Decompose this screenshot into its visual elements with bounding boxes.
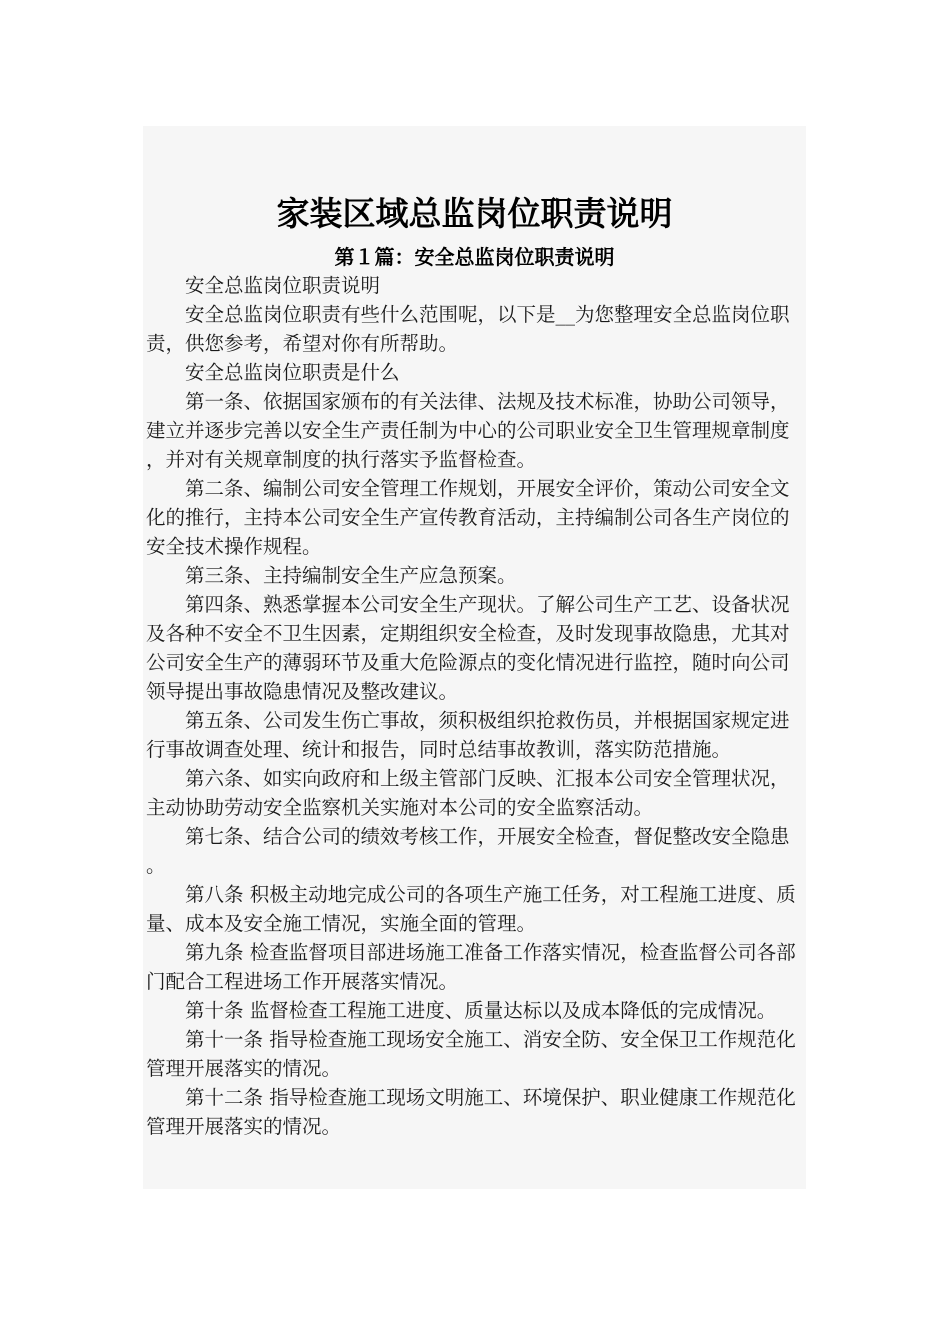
- document-title: 家装区域总监岗位职责说明: [276, 194, 673, 233]
- paragraph-article-5: 第五条、公司发生伤亡事故，须积极组织抢救伤员，并根据国家规定进行事故调查处理、统计和报告，同时总结事故教训，落实防范措施。: [146, 709, 790, 761]
- paragraph-article-9: 第九条 检查监督项目部进场施工准备工作落实情况，检查监督公司各部门配合工程进场工作开展落实情况。: [146, 941, 796, 993]
- paragraph-article-4: 第四条、熟悉掌握本公司安全生产现状。了解公司生产工艺、设备状况及各种不安全不卫生因素，定期组织安全检查，及时发现事故隐患，尤其对公司安全生产的薄弱环节及重大危险源点的变化情况进行监控，随时向公司领导提出事故隐患情况及整改建议。: [146, 593, 790, 703]
- paragraph-intro: 安全总监岗位职责有些什么范围呢，以下是__为您整理安全总监岗位职责，供您参考，希望对你有所帮助。: [146, 303, 790, 355]
- paragraph-article-8: 第八条 积极主动地完成公司的各项生产施工任务，对工程施工进度、质量、成本及安全施工情况，实施全面的管理。: [146, 883, 796, 935]
- section-heading: 第１篇：安全总监岗位职责说明: [334, 245, 615, 269]
- paragraph-question: 安全总监岗位职责是什么: [185, 361, 400, 384]
- paragraph-article-7: 第七条、结合公司的绩效考核工作，开展安全检查，督促整改安全隐患。: [146, 825, 790, 877]
- paragraph-article-2: 第二条、编制公司安全管理工作规划，开展安全评价，策动公司安全文化的推行，主持本公司安全生产宣传教育活动，主持编制公司各生产岗位的安全技术操作规程。: [146, 477, 790, 558]
- document-body: [146, 271, 806, 1141]
- paragraph-article-11: 第十一条 指导检查施工现场安全施工、消安全防、安全保卫工作规范化管理开展落实的情况。: [146, 1028, 796, 1080]
- paragraph-article-1: 第一条、依据国家颁布的有关法律、法规及技术标准，协助公司领导，建立并逐步完善以安全生产责任制为中心的公司职业安全卫生管理规章制度，并对有关规章制度的执行落实予监督检查。: [146, 390, 790, 471]
- paragraph-subtitle: 安全总监岗位职责说明: [185, 274, 381, 297]
- paragraph-article-12: 第十二条 指导检查施工现场文明施工、环境保护、职业健康工作规范化管理开展落实的情况。: [146, 1086, 796, 1138]
- paragraph-article-10: 第十条 监督检查工程施工进度、质量达标以及成本降低的完成情况。: [185, 999, 777, 1022]
- paragraph-article-3: 第三条、主持编制安全生产应急预案。: [185, 564, 517, 587]
- paragraph-article-6: 第六条、如实向政府和上级主管部门反映、汇报本公司安全管理状况，主动协助劳动安全监察机关实施对本公司的安全监察活动。: [146, 767, 790, 819]
